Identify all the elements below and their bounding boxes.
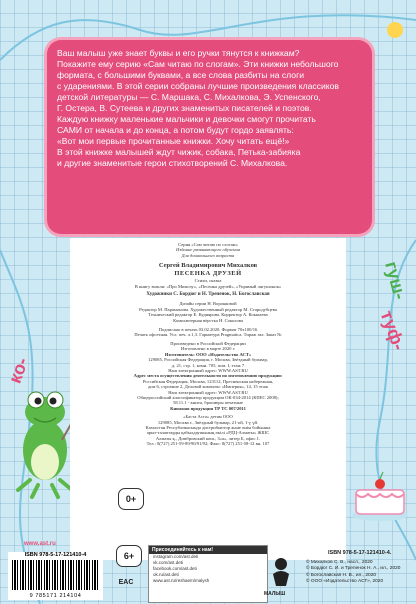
side-word-right-bottom: туф- — [376, 307, 410, 353]
made-date: Изготовлено в марте 2020 г. — [180, 346, 236, 352]
okp-line: 58.11.1 - книги, брошюры печатные — [173, 400, 243, 406]
social-header: Присоединяйтесь к нам! — [149, 546, 267, 554]
social-link[interactable]: ok.ru/ast.deti — [153, 572, 179, 577]
made-in: Произведено в Российской Федерации — [170, 340, 246, 346]
blurb-line: Покажите ему серию «Сам читаю по слогам». Эти книжки небольшого — [57, 59, 339, 69]
isbn-right: ISBN 978-5-17-121410-4. — [328, 550, 392, 556]
blurb-line: и другие знаменитые герои стихотворений С. Михалкова. — [57, 158, 288, 168]
publisher-brand: МАЛЫШ — [264, 591, 286, 597]
social-box — [148, 545, 268, 603]
genre: Стихи, сказка — [194, 278, 222, 284]
blurb-box — [47, 40, 372, 234]
series-label: Серия «Сам читаю по слогам» — [178, 242, 238, 247]
kz-line: Казахстан Республикасында дистрибьютор және өнім бойынша — [145, 424, 271, 430]
design-credit: Дизайн серии Н. Воронковой — [179, 301, 237, 307]
copyright-line: © Михалков С. В., насл., 2020 — [306, 560, 373, 565]
blurb-text — [47, 40, 372, 177]
copyright-block — [306, 560, 412, 585]
blurb-line: САМИ от начала и до конца, а потом будут гордо заявлять: — [57, 125, 294, 135]
publisher-url[interactable]: www.ast.ru — [24, 541, 56, 547]
blurb-line: детской литературы — С. Маршака, С. Михалкова, Э. Успенского, — [57, 92, 321, 102]
side-word-left: ко- — [4, 354, 33, 386]
kids-line: «Баста Аста» детям ООО — [183, 414, 233, 420]
social-link[interactable]: facebook.com/ast.deti — [153, 566, 197, 571]
kz-line: арыз-талаптарды қабылдаушының өкілі «РДЦ-Алматы» ЖШС — [146, 430, 270, 436]
side-word-right-top: гуш- — [381, 259, 411, 302]
age-rating-badge-secondary: 6+ — [116, 545, 142, 567]
production-address: дом 6, строение 2, Деловой комплекс «Империя», 14, 15 этаж — [147, 384, 269, 390]
cake-icon — [352, 472, 408, 521]
series-note: Издание развивающего обучения — [176, 247, 240, 253]
copyright-line: © ООО «Издательство АСТ», 2020 — [306, 578, 384, 584]
illustrators: Художники С. Бордюг и Н. Трепенок, Н. Богославская — [146, 292, 270, 298]
blurb-line: Каждую книжку маленькие мальчики и девочки смогут прочитать — [57, 114, 316, 124]
site-line: Наш электронный адрес: WWW.AST.RU — [168, 389, 248, 395]
age-rating-badge: 0+ — [118, 488, 144, 510]
blurb-line: В этой книжке малышей ждут чижик, собака, Петька-забияка — [57, 147, 301, 157]
production-address: Российская Федерация, Москва, 123112, Пресненская набережная, — [142, 378, 274, 384]
social-link[interactable]: www.ast.ru/reshaem/malysh — [153, 578, 210, 583]
flower-icon — [387, 22, 403, 38]
eac-mark: EAC — [118, 578, 134, 586]
manufacturer: Изготовитель: ООО «Издательство АСТ» — [164, 351, 252, 357]
barcode-number: 9 785171 214104 — [29, 593, 82, 599]
blurb-line: Г. Остера, В. Сутеева и других знаменитых писателей и поэтов. — [57, 103, 312, 113]
print-info: Печать офсетная. Усл. печ. л.1,3. Гарнитура Pragmatica. Тираж экз. Заказ № — [134, 332, 282, 338]
kz-line: Алматы қ., Домбровский көш., 3«а», литер Б, офис 1. — [155, 435, 261, 441]
okp-line: Общероссийский классификатор продукции ОК-034-2014 (КПЕС 2008); — [137, 394, 279, 400]
editor-credit: Редактор М. Парамонова. Художественный редактор М. Стародубцева — [139, 306, 277, 312]
signed-date: Подписано в печать 03.02.2020. Формат 70x100/16 — [158, 327, 258, 333]
blurb-line: формата, с большими буквами, а все слова разбиты на слоги — [57, 70, 305, 80]
tr-line: Книжная продукция ТР ТС 007/2011 — [170, 405, 246, 411]
barcode-bars — [12, 560, 98, 590]
book-title: ПЕСЕНКА ДРУЗЕЙ — [174, 270, 242, 278]
address-line: д. 21, стр. 1, комн. 705, пом. I, этаж 7 — [171, 362, 245, 368]
imprint-panel — [70, 238, 346, 560]
kz-line: Тел.: 8(727) 251-59-89/90/91/92; Факс: 8(727) 251-58-12 вн. 107 — [146, 441, 270, 447]
barcode-isbn: ISBN 978-5-17-121410-4 — [24, 552, 87, 558]
copyright-line: © Бордюг С. И. и Трепенок Н. А., ил., 2020 — [306, 566, 401, 572]
author-name: Сергей Владимирович Михалков — [158, 262, 258, 270]
blurb-line: «Вот мои первые прочитанные книжки. Хочу читать ещё!» — [57, 136, 290, 146]
tech-editor-credit: Технический редактор Е. Кудиярова. Корректор А. Кокшаева — [148, 312, 268, 318]
blurb-line: Ваш малыш уже знает буквы и его ручки тянутся к книжкам? — [57, 48, 300, 58]
production-address-title: Адрес места осуществления деятельности по изготовлению продукции: — [133, 373, 283, 379]
barcode — [8, 552, 103, 600]
social-link[interactable]: vk.com/ast.deti — [153, 560, 184, 565]
kz-line: 129085, Москва г., Звёздный бульвар, 21-ой, 1-ү үй. — [157, 419, 259, 425]
contents: В книгу вошли: «Про Мимозу», «Песенка друзей», «Упрямый лягушонок» — [134, 283, 282, 289]
copyright-line: © Богославская Н. В., ил., 2020 — [306, 572, 377, 578]
social-link[interactable]: instagram.com/ast.deti — [153, 554, 199, 559]
layout-credit: Компьютерная вёрстка Н. Соколова — [173, 317, 243, 323]
blurb-line: с ударениями. В этой серии собраны лучшие произведения классиков — [57, 81, 339, 91]
address-line: 129085, Российская Федерация, г. Москва, Звёздный бульвар, — [148, 357, 268, 363]
series-note: Для дошкольного возраста — [181, 252, 235, 258]
email-line: Наш электронный адрес: WWW.AST.RU — [168, 367, 248, 373]
